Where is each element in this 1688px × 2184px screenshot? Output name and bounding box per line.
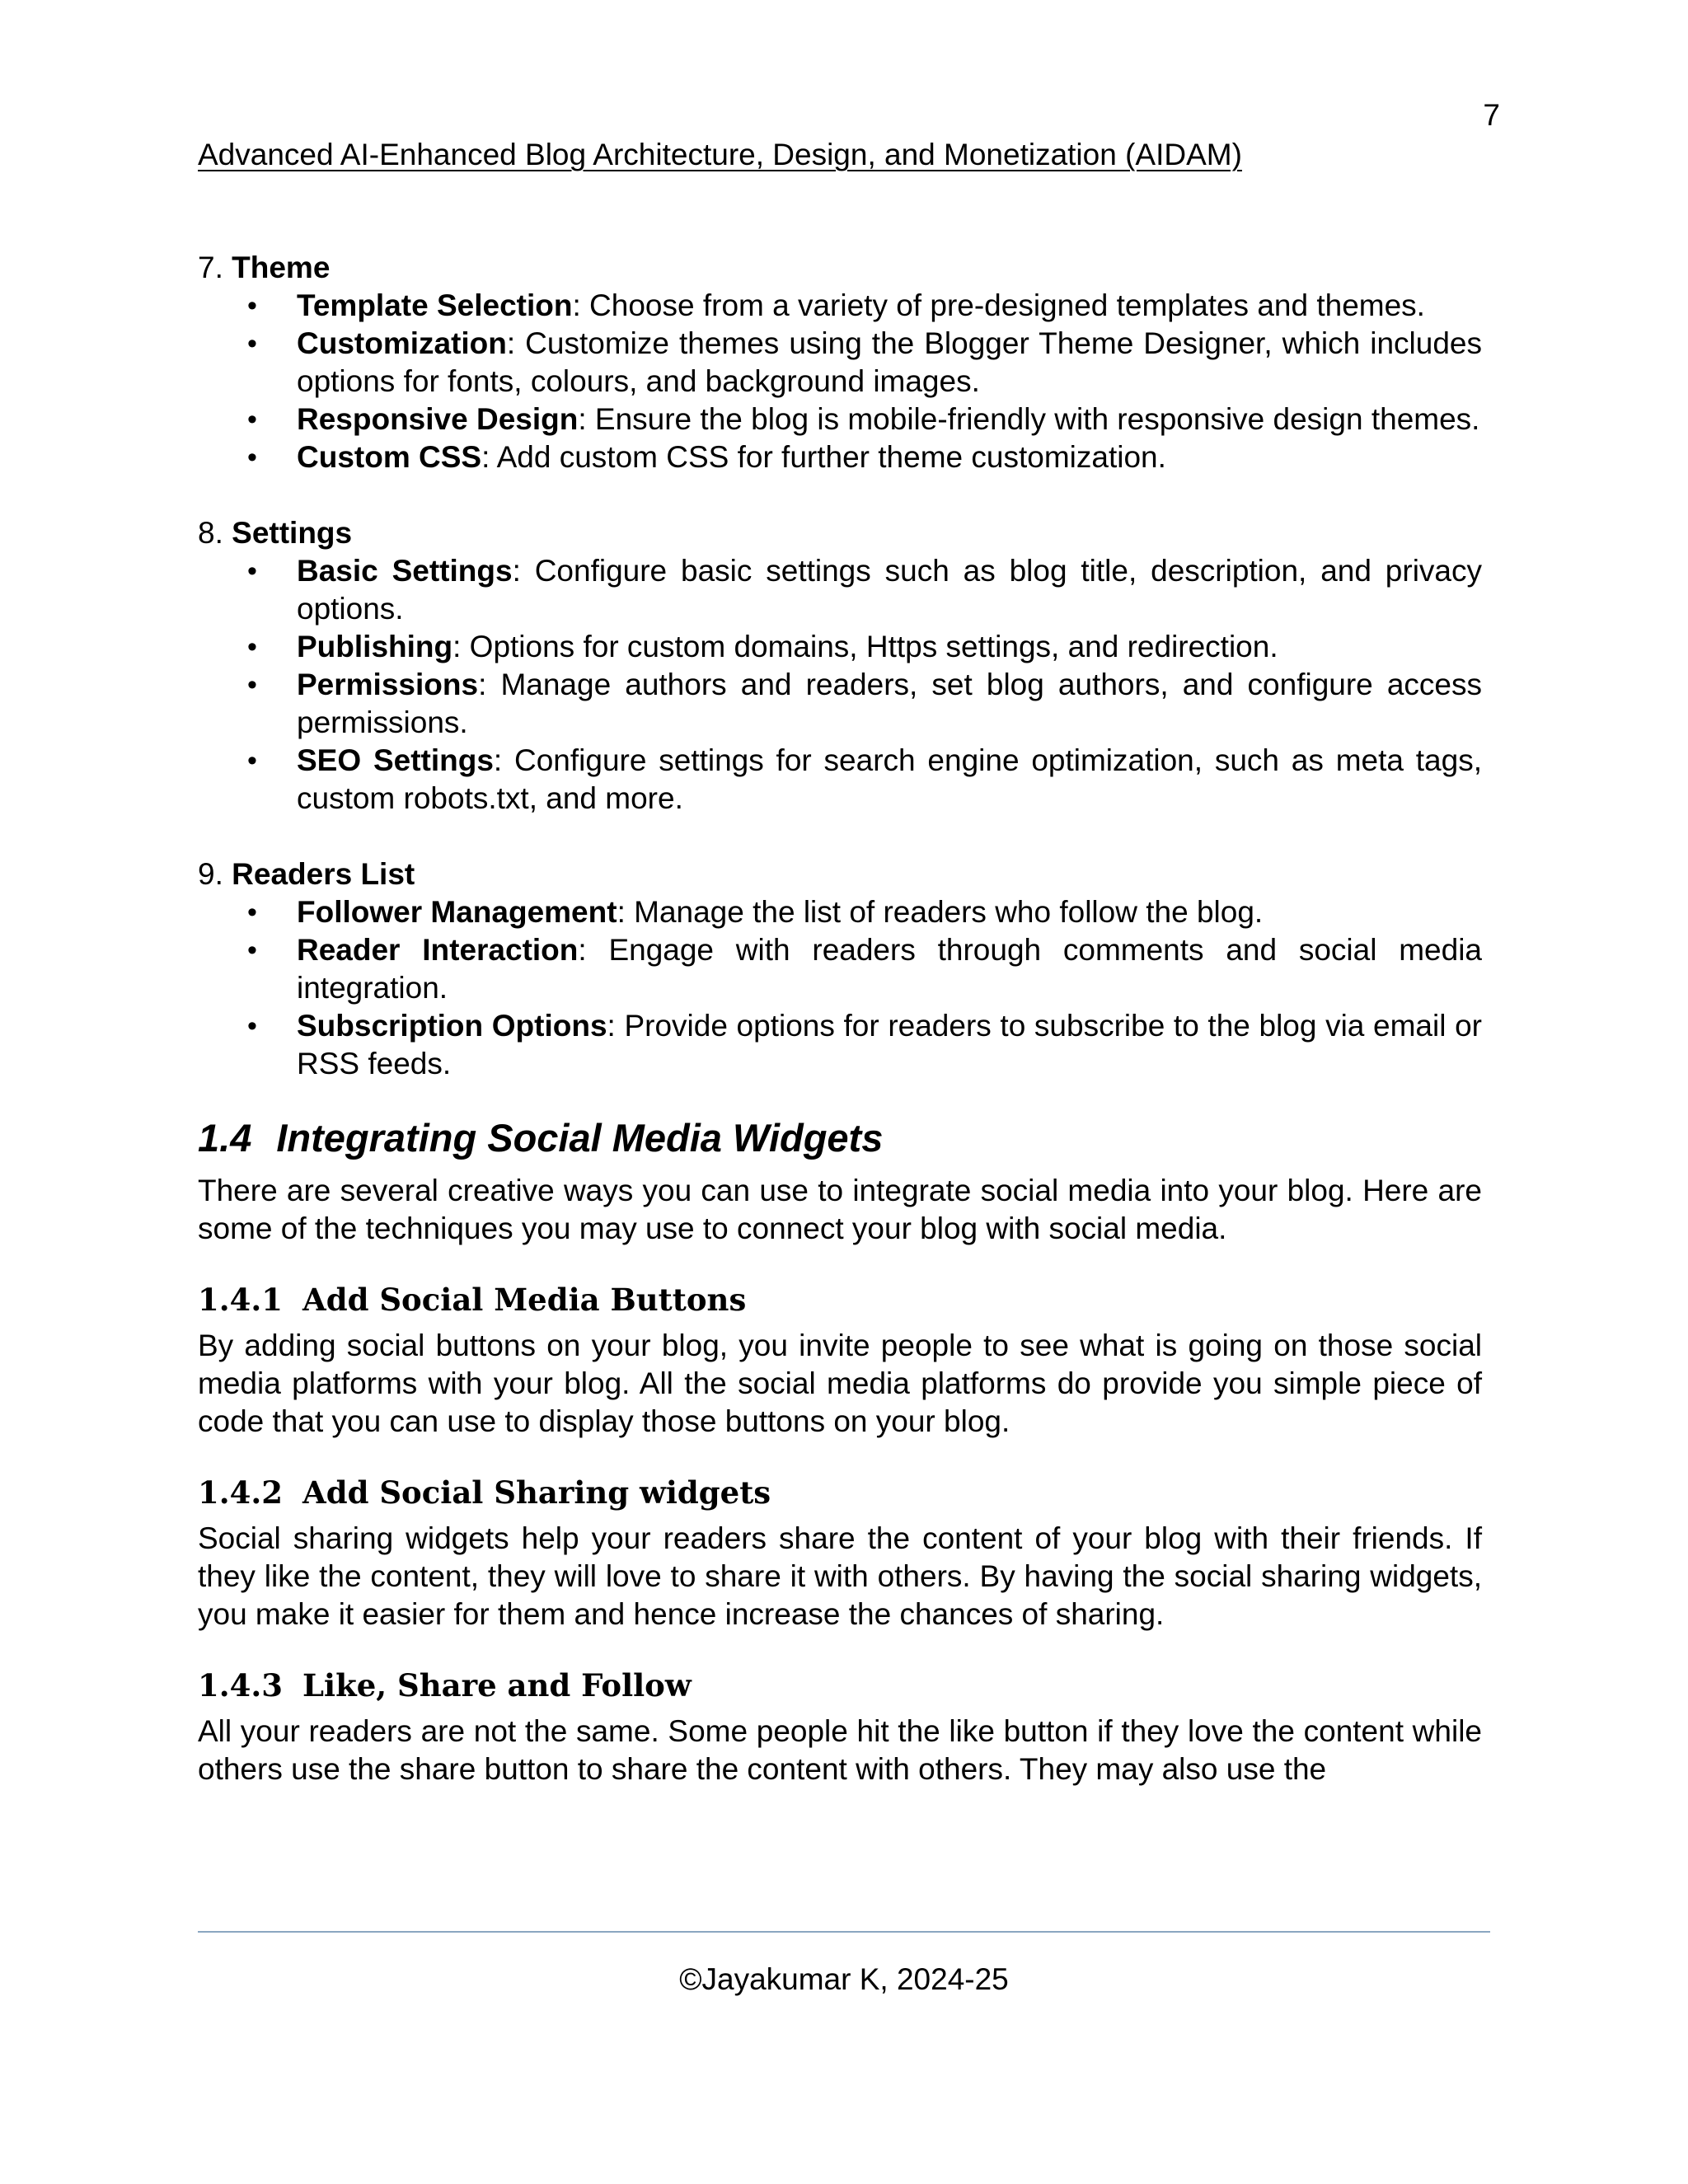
subsection-title: Add Social Sharing widgets — [302, 1474, 771, 1511]
bullet-icon: • — [247, 442, 257, 473]
item-term: Responsive Design — [297, 402, 579, 436]
bullet-icon: • — [247, 328, 257, 359]
item-term: SEO Settings — [297, 743, 494, 777]
item-text: : Engage with readers through comments and social media integration. — [297, 933, 1482, 1005]
list-item — [247, 552, 1482, 628]
bullet-icon: • — [247, 897, 257, 928]
section-number: 8. — [198, 516, 223, 550]
subsection-paragraph: All your readers are not the same. Some people hit the like button if they love the content while others use the share button to share the content with others. They may also use the — [198, 1714, 1482, 1786]
item-text: : Configure settings for search engine optimization, such as meta tags, custom robots.txt, and more. — [297, 743, 1482, 815]
page-content — [198, 249, 1482, 1788]
section-intro: There are several creative ways you can use to integrate social media into your blog. Here are some of the techniques you may use to connect your blog with social media. — [198, 1174, 1482, 1245]
item-term: Publishing — [297, 630, 453, 663]
item-text: : Options for custom domains, Https settings, and redirection. — [452, 630, 1278, 663]
item-term: Permissions — [297, 668, 479, 701]
item-term: Customization — [297, 326, 507, 360]
list-item — [247, 666, 1482, 742]
heading-number: 1.4 — [198, 1116, 252, 1160]
item-text: : Provide options for readers to subscribe to the blog via email or RSS feeds. — [297, 1009, 1482, 1080]
bullet-icon: • — [247, 745, 257, 776]
footer-copyright: ©Jayakumar K, 2024-25 — [679, 1962, 1009, 1996]
section-title-text: Settings — [232, 516, 353, 550]
bullet-icon: • — [247, 935, 257, 966]
item-text: : Manage the list of readers who follow the blog. — [617, 895, 1264, 929]
list-item — [247, 742, 1482, 818]
section-readers-list — [198, 855, 1482, 1083]
item-text: : Add custom CSS for further theme customization. — [481, 440, 1166, 474]
footer-divider — [198, 1931, 1490, 1933]
list-item — [247, 931, 1482, 1007]
list-item — [247, 325, 1482, 401]
bullet-list — [198, 893, 1482, 1083]
section-number: 9. — [198, 857, 223, 891]
subsection-paragraph: By adding social buttons on your blog, you invite people to see what is going on those social media platforms with your blog. All the social media platforms do provide you simple piece of code that you can use to display those buttons on your blog. — [198, 1329, 1482, 1438]
section-settings — [198, 514, 1482, 818]
bullet-icon: • — [247, 555, 257, 587]
bullet-icon: • — [247, 669, 257, 701]
section-title — [198, 855, 1482, 893]
list-item — [247, 628, 1482, 666]
list-item — [247, 438, 1482, 476]
subsection-number: 1.4.2 — [198, 1474, 283, 1511]
bullet-icon: • — [247, 631, 257, 663]
item-term: Reader Interaction — [297, 933, 579, 967]
subsection-title: Like, Share and Follow — [302, 1667, 692, 1704]
subsection-heading — [198, 1281, 1482, 1319]
heading-title: Integrating Social Media Widgets — [276, 1116, 884, 1160]
bullet-icon: • — [247, 1010, 257, 1042]
item-text: : Choose from a variety of pre-designed templates and themes. — [572, 288, 1425, 322]
bullet-list — [198, 552, 1482, 818]
list-item — [247, 401, 1482, 438]
section-theme — [198, 249, 1482, 476]
subsection-heading — [198, 1666, 1482, 1704]
subsection-number: 1.4.3 — [198, 1667, 283, 1704]
item-term: Subscription Options — [297, 1009, 607, 1043]
item-text: : Configure basic settings such as blog title, description, and privacy options. — [297, 554, 1482, 626]
list-item — [247, 1007, 1482, 1083]
running-header: Advanced AI-Enhanced Blog Architecture, Design, and Monetization (AIDAM) — [198, 138, 1242, 171]
item-term: Basic Settings — [297, 554, 513, 588]
item-term: Follower Management — [297, 895, 617, 929]
item-text: : Manage authors and readers, set blog authors, and configure access permissions. — [297, 668, 1482, 739]
bullet-icon: • — [247, 404, 257, 435]
section-title-text: Readers List — [232, 857, 415, 891]
item-term: Template Selection — [297, 288, 573, 322]
subsection-paragraph: Social sharing widgets help your readers share the content of your blog with their friends. If they like the content, they will love to share it with others. By having the social sharing widgets, you make it easier for them and hence increase the chances of sharing. — [198, 1521, 1482, 1631]
list-item — [247, 893, 1482, 931]
bullet-list — [198, 287, 1482, 476]
item-term: Custom CSS — [297, 440, 482, 474]
item-text: : Customize themes using the Blogger Theme Designer, which includes options for fonts, colours, and background images. — [297, 326, 1482, 398]
list-item — [247, 287, 1482, 325]
section-number: 7. — [198, 251, 223, 284]
section-title-text: Theme — [232, 251, 331, 284]
subsection-heading — [198, 1474, 1482, 1511]
section-title — [198, 249, 1482, 287]
bullet-icon: • — [247, 290, 257, 321]
section-heading-1-4 — [198, 1116, 1482, 1160]
subsection-title: Add Social Media Buttons — [302, 1282, 747, 1318]
section-title — [198, 514, 1482, 552]
page-number: 7 — [1483, 98, 1500, 132]
subsection-number: 1.4.1 — [198, 1282, 283, 1318]
item-text: : Ensure the blog is mobile-friendly with responsive design themes. — [578, 402, 1480, 436]
